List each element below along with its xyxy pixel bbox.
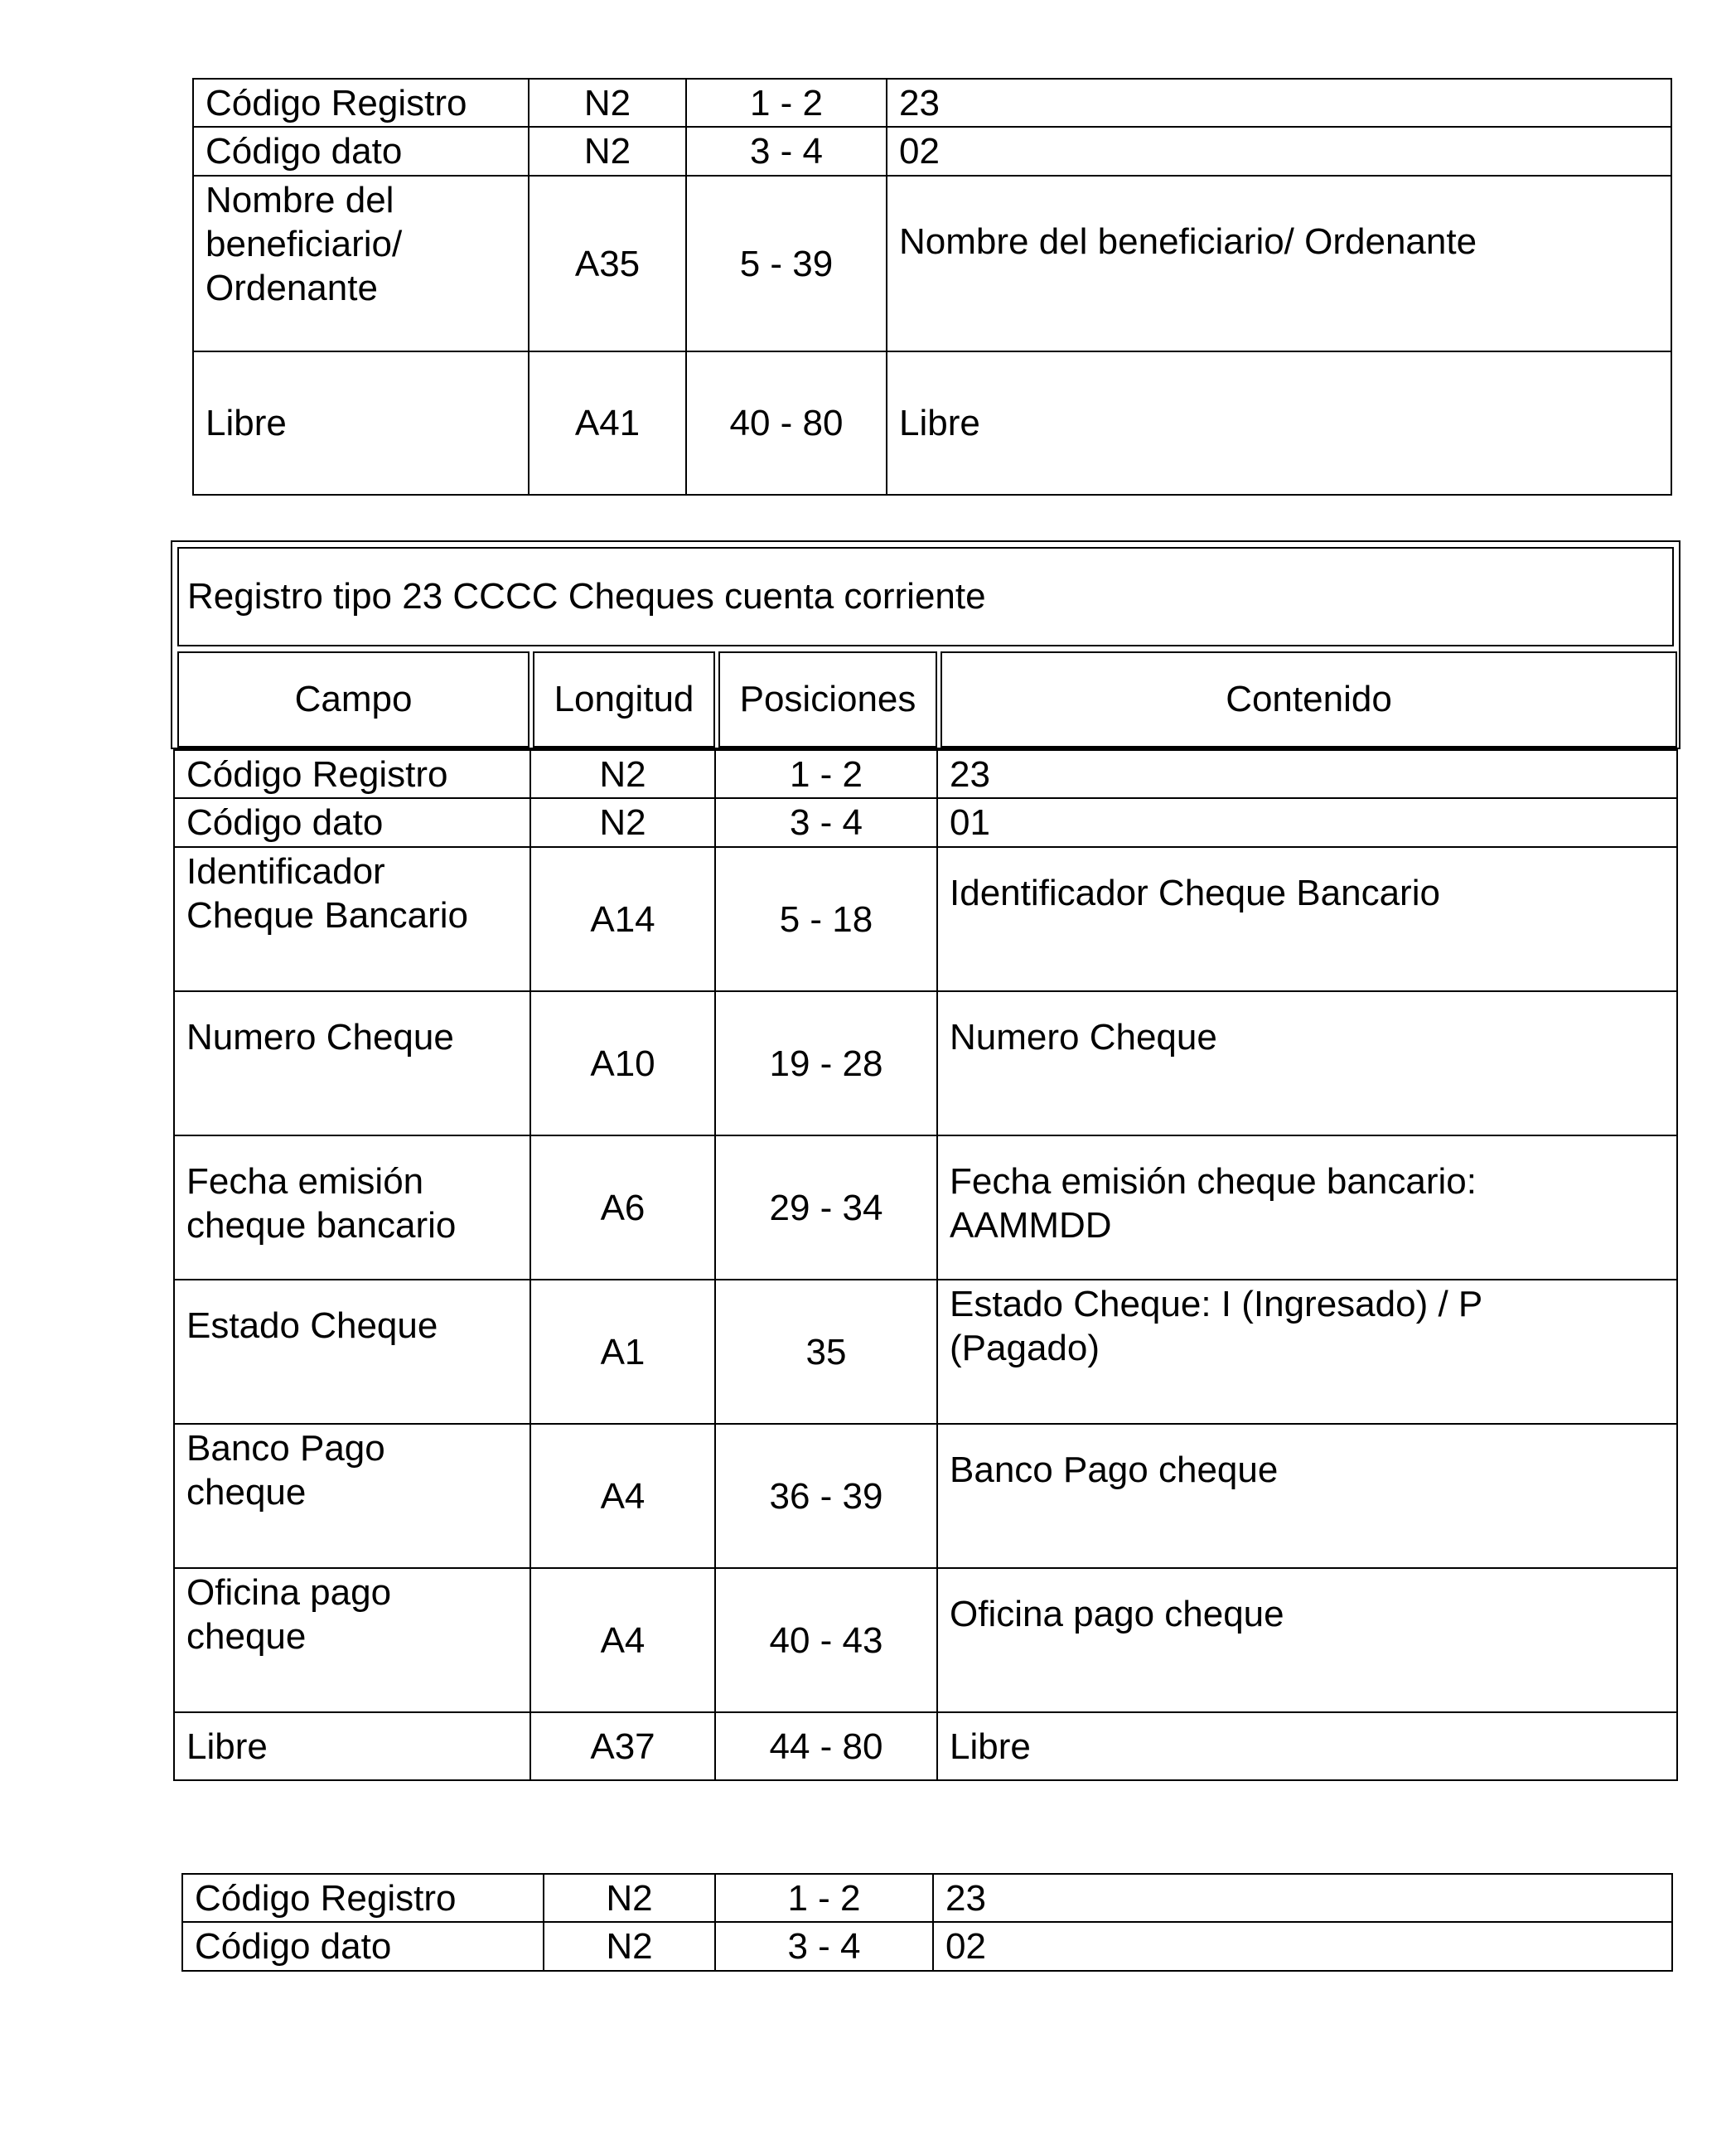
cell-line: Identificador Cheque Bancario	[950, 873, 1440, 913]
cell-posiciones: 40 - 80	[686, 351, 887, 495]
cell-campo: Código dato	[182, 1922, 544, 1971]
table-main-header	[171, 540, 1680, 749]
table-row	[174, 991, 1677, 1135]
table-row	[193, 79, 1671, 127]
cell-contenido	[937, 1424, 1677, 1568]
cell-longitud: A10	[530, 991, 715, 1135]
cell-posiciones: 1 - 2	[715, 750, 937, 798]
header-campo: Campo	[177, 651, 530, 748]
cell-campo: Código dato	[174, 798, 530, 847]
cell-contenido: Libre	[887, 351, 1671, 495]
table-row	[174, 1280, 1677, 1424]
table-row	[174, 1568, 1677, 1712]
cell-posiciones: 1 - 2	[686, 79, 887, 127]
cell-campo	[193, 176, 529, 351]
cell-line: Oficina pago	[186, 1572, 392, 1613]
cell-posiciones: 40 - 43	[715, 1568, 937, 1712]
cell-longitud: N2	[530, 750, 715, 798]
cell-contenido: 02	[933, 1922, 1672, 1971]
cell-campo: Código Registro	[182, 1874, 544, 1922]
cell-line: Ordenante	[206, 268, 378, 308]
cell-contenido	[937, 1135, 1677, 1280]
cell-posiciones: 3 - 4	[715, 798, 937, 847]
cell-line: Banco Pago cheque	[950, 1450, 1279, 1490]
table-row	[193, 176, 1671, 351]
cell-line: Fecha emisión cheque bancario:	[950, 1161, 1477, 1202]
table-row	[174, 847, 1677, 991]
cell-longitud: A4	[530, 1568, 715, 1712]
table-top	[192, 78, 1672, 496]
cell-posiciones: 35	[715, 1280, 937, 1424]
cell-line: Identificador	[186, 851, 385, 892]
cell-posiciones: 1 - 2	[715, 1874, 933, 1922]
cell-line: Numero Cheque	[950, 1017, 1217, 1058]
cell-line: cheque	[186, 1616, 307, 1657]
cell-posiciones: 36 - 39	[715, 1424, 937, 1568]
cell-contenido	[937, 1568, 1677, 1712]
cell-campo	[174, 991, 530, 1135]
cell-campo: Libre	[174, 1712, 530, 1780]
cell-line: Nombre del	[206, 180, 394, 220]
cell-campo: Código dato	[193, 127, 529, 176]
cell-campo	[174, 1135, 530, 1280]
cell-contenido: 23	[933, 1874, 1672, 1922]
table-row	[174, 798, 1677, 847]
table-row	[174, 1424, 1677, 1568]
cell-line: beneficiario/	[206, 224, 403, 264]
cell-longitud: N2	[544, 1922, 715, 1971]
table-row	[193, 127, 1671, 176]
cell-longitud: A41	[529, 351, 686, 495]
cell-posiciones: 5 - 18	[715, 847, 937, 991]
cell-longitud: A4	[530, 1424, 715, 1568]
cell-posiciones: 3 - 4	[686, 127, 887, 176]
cell-longitud: N2	[544, 1874, 715, 1922]
cell-contenido: Libre	[937, 1712, 1677, 1780]
cell-campo	[174, 1568, 530, 1712]
table-title: Registro tipo 23 CCCC Cheques cuenta corriente	[177, 547, 1674, 646]
cell-line: cheque bancario	[186, 1205, 457, 1246]
cell-contenido: 23	[937, 750, 1677, 798]
header-contenido: Contenido	[941, 651, 1677, 748]
cell-contenido: 01	[937, 798, 1677, 847]
cell-campo: Libre	[193, 351, 529, 495]
cell-longitud: N2	[529, 127, 686, 176]
cell-posiciones: 29 - 34	[715, 1135, 937, 1280]
cell-line: Banco Pago	[186, 1428, 385, 1469]
cell-contenido	[937, 991, 1677, 1135]
cell-contenido: Nombre del beneficiario/ Ordenante	[887, 176, 1671, 351]
cell-posiciones: 5 - 39	[686, 176, 887, 351]
cell-posiciones: 3 - 4	[715, 1922, 933, 1971]
header-posiciones: Posiciones	[718, 651, 937, 748]
cell-line: cheque	[186, 1472, 307, 1513]
cell-campo: Código Registro	[193, 79, 529, 127]
cell-contenido	[937, 847, 1677, 991]
cell-line: AAMMDD	[950, 1205, 1112, 1246]
cell-line: Fecha emisión	[186, 1161, 424, 1202]
cell-contenido	[937, 1280, 1677, 1424]
cell-longitud: N2	[529, 79, 686, 127]
table-main	[173, 749, 1678, 1781]
cell-longitud: A6	[530, 1135, 715, 1280]
table-bottom	[181, 1873, 1673, 1972]
cell-campo	[174, 1280, 530, 1424]
cell-longitud: A37	[530, 1712, 715, 1780]
table-row	[182, 1922, 1672, 1971]
cell-contenido: 02	[887, 127, 1671, 176]
cell-posiciones: 44 - 80	[715, 1712, 937, 1780]
cell-line: Estado Cheque: I (Ingresado) / P	[950, 1284, 1483, 1324]
cell-campo	[174, 847, 530, 991]
table-row	[174, 1712, 1677, 1780]
table-row	[174, 1135, 1677, 1280]
cell-campo	[174, 1424, 530, 1568]
header-longitud: Longitud	[533, 651, 715, 748]
cell-longitud: N2	[530, 798, 715, 847]
cell-line: Oficina pago cheque	[950, 1594, 1284, 1634]
cell-campo: Código Registro	[174, 750, 530, 798]
cell-contenido: 23	[887, 79, 1671, 127]
cell-longitud: A35	[529, 176, 686, 351]
cell-line: Numero Cheque	[186, 1017, 454, 1058]
table-row	[193, 351, 1671, 495]
cell-line: Estado Cheque	[186, 1305, 438, 1346]
table-row	[174, 750, 1677, 798]
table-row	[182, 1874, 1672, 1922]
cell-posiciones: 19 - 28	[715, 991, 937, 1135]
cell-longitud: A14	[530, 847, 715, 991]
cell-line: Cheque Bancario	[186, 895, 469, 936]
cell-longitud: A1	[530, 1280, 715, 1424]
cell-line: (Pagado)	[950, 1328, 1100, 1368]
